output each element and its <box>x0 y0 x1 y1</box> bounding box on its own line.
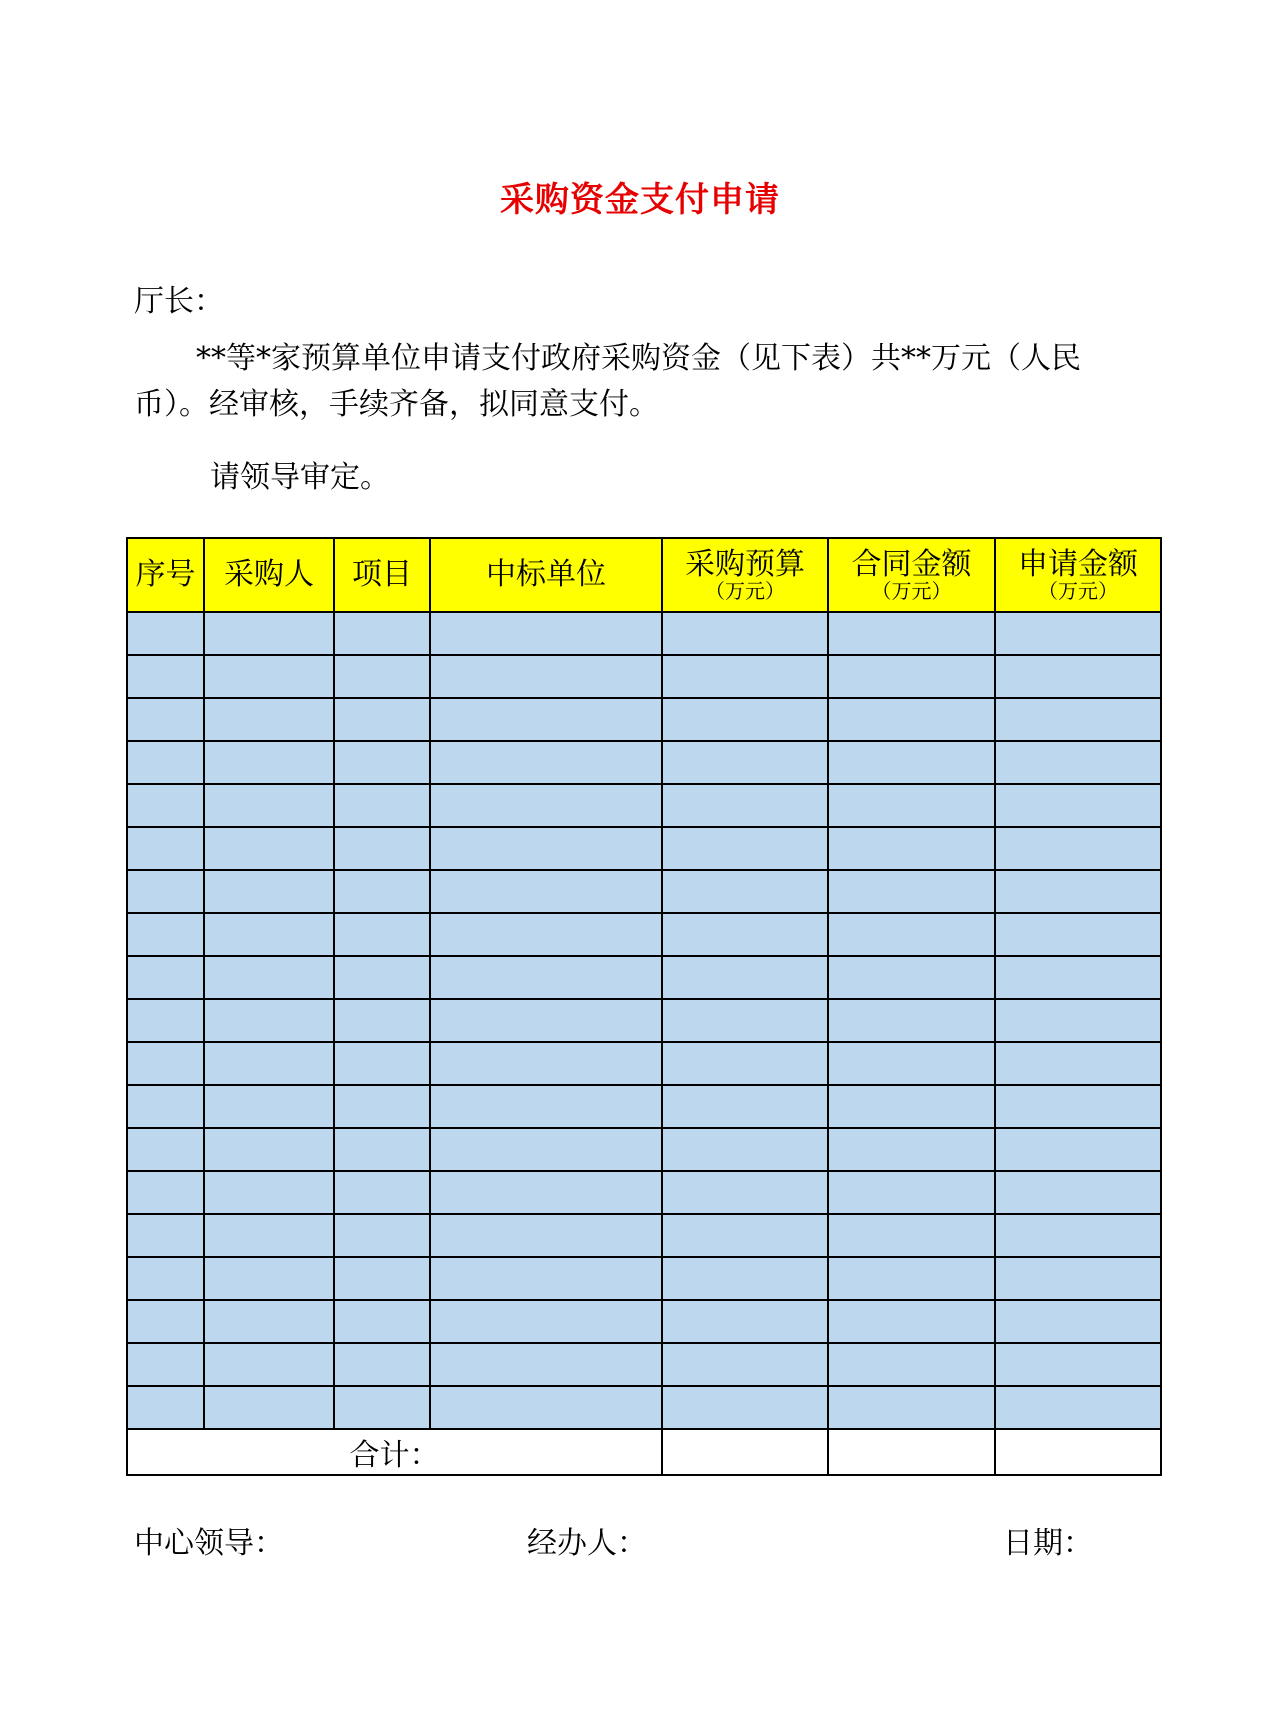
header-label: 采购人 <box>224 557 314 592</box>
budget-cell[interactable] <box>662 870 828 913</box>
handler-label: 经办人： <box>527 1526 647 1561</box>
contract-amount-cell[interactable] <box>828 655 995 698</box>
seq-cell[interactable] <box>127 956 204 999</box>
project-cell[interactable] <box>334 999 430 1042</box>
purchaser-cell[interactable] <box>204 698 334 741</box>
requested-amount-cell[interactable] <box>995 956 1161 999</box>
requested-amount-cell[interactable] <box>995 1085 1161 1128</box>
seq-cell[interactable] <box>127 655 204 698</box>
winning-unit-cell[interactable] <box>430 956 662 999</box>
purchaser-cell[interactable] <box>204 784 334 827</box>
purchaser-cell[interactable] <box>204 1300 334 1343</box>
requested-amount-cell[interactable] <box>995 999 1161 1042</box>
project-cell[interactable] <box>334 827 430 870</box>
date-label: 日期： <box>1003 1526 1093 1561</box>
winning-unit-cell[interactable] <box>430 870 662 913</box>
budget-cell[interactable] <box>662 956 828 999</box>
header-label: 序号 <box>135 557 196 592</box>
project-cell[interactable] <box>334 1042 430 1085</box>
winning-unit-cell[interactable] <box>430 1257 662 1300</box>
budget-cell[interactable] <box>662 999 828 1042</box>
winning-unit-cell[interactable] <box>430 1386 662 1429</box>
winning-unit-cell[interactable] <box>430 698 662 741</box>
requested-amount-cell[interactable] <box>995 612 1161 655</box>
budget-cell[interactable] <box>662 827 828 870</box>
seq-cell[interactable] <box>127 1085 204 1128</box>
project-cell[interactable] <box>334 956 430 999</box>
budget-cell[interactable] <box>662 698 828 741</box>
seq-cell[interactable] <box>127 1128 204 1171</box>
winning-unit-cell[interactable] <box>430 741 662 784</box>
budget-cell[interactable] <box>662 1257 828 1300</box>
body-paragraph: **等*家预算单位申请支付政府采购资金（见下表）共**万元（人民币）。经审核，手续齐备，拟同意支付。 <box>134 341 1081 422</box>
table-header-row <box>127 538 1161 612</box>
contract-amount-cell[interactable] <box>828 784 995 827</box>
header-unit: （万元） <box>871 579 952 603</box>
purchaser-cell[interactable] <box>204 1085 334 1128</box>
header-unit: （万元） <box>705 579 785 603</box>
budget-cell[interactable] <box>662 784 828 827</box>
header-label: 申请金额 <box>1018 547 1138 582</box>
winning-unit-cell[interactable] <box>430 1171 662 1214</box>
contract-amount-cell[interactable] <box>828 612 995 655</box>
purchaser-cell[interactable] <box>204 956 334 999</box>
contract-amount-cell[interactable] <box>828 1214 995 1257</box>
total-label: 合计： <box>349 1438 440 1473</box>
requested-amount-cell[interactable] <box>995 655 1161 698</box>
purchaser-cell[interactable] <box>204 999 334 1042</box>
table-row <box>127 1386 1161 1429</box>
requested-amount-cell[interactable] <box>995 1300 1161 1343</box>
project-cell[interactable] <box>334 612 430 655</box>
purchaser-cell[interactable] <box>204 1214 334 1257</box>
header-label: 项目 <box>352 557 412 592</box>
total-label-cell <box>127 1429 662 1475</box>
table-row <box>127 1171 1161 1214</box>
requested-amount-cell[interactable] <box>995 1214 1161 1257</box>
seq-cell[interactable] <box>127 1171 204 1214</box>
header-contract-amount <box>828 538 995 612</box>
budget-cell[interactable] <box>662 741 828 784</box>
table-row <box>127 827 1161 870</box>
purchaser-cell[interactable] <box>204 913 334 956</box>
seq-cell[interactable] <box>127 741 204 784</box>
seq-cell[interactable] <box>127 913 204 956</box>
contract-amount-cell[interactable] <box>828 1386 995 1429</box>
budget-cell[interactable] <box>662 1386 828 1429</box>
table-row <box>127 784 1161 827</box>
purchaser-cell[interactable] <box>204 612 334 655</box>
header-purchaser <box>204 538 334 612</box>
budget-cell[interactable] <box>662 913 828 956</box>
winning-unit-cell[interactable] <box>430 827 662 870</box>
requested-amount-cell[interactable] <box>995 1386 1161 1429</box>
budget-cell[interactable] <box>662 1171 828 1214</box>
seq-cell[interactable] <box>127 1386 204 1429</box>
seq-cell[interactable] <box>127 999 204 1042</box>
seq-cell[interactable] <box>127 827 204 870</box>
project-cell[interactable] <box>334 784 430 827</box>
table-row <box>127 913 1161 956</box>
budget-cell[interactable] <box>662 1300 828 1343</box>
contract-amount-cell[interactable] <box>828 1300 995 1343</box>
header-winning-unit <box>430 538 662 612</box>
seq-cell[interactable] <box>127 698 204 741</box>
requested-amount-cell[interactable] <box>995 698 1161 741</box>
header-label: 合同金额 <box>851 547 972 582</box>
contract-amount-cell[interactable] <box>828 1085 995 1128</box>
total-row <box>127 1429 1161 1475</box>
payment-table <box>126 537 1162 1476</box>
contract-amount-cell[interactable] <box>828 827 995 870</box>
project-cell[interactable] <box>334 1171 430 1214</box>
project-cell[interactable] <box>334 1343 430 1386</box>
header-seq <box>127 538 204 612</box>
budget-cell[interactable] <box>662 1128 828 1171</box>
purchaser-cell[interactable] <box>204 1128 334 1171</box>
greeting: 厅长： <box>134 284 224 319</box>
project-cell[interactable] <box>334 1386 430 1429</box>
seq-cell[interactable] <box>127 1042 204 1085</box>
page-title: 采购资金支付申请 <box>500 180 780 220</box>
purchaser-cell[interactable] <box>204 1042 334 1085</box>
header-label: 采购预算 <box>685 547 805 582</box>
seq-cell[interactable] <box>127 612 204 655</box>
winning-unit-cell[interactable] <box>430 913 662 956</box>
total-budget-cell[interactable] <box>662 1429 828 1475</box>
contract-amount-cell[interactable] <box>828 956 995 999</box>
winning-unit-cell[interactable] <box>430 1214 662 1257</box>
contract-amount-cell[interactable] <box>828 741 995 784</box>
table-row <box>127 1343 1161 1386</box>
requested-amount-cell[interactable] <box>995 741 1161 784</box>
project-cell[interactable] <box>334 741 430 784</box>
purchaser-cell[interactable] <box>204 655 334 698</box>
project-cell[interactable] <box>334 1214 430 1257</box>
table-row <box>127 956 1161 999</box>
seq-cell[interactable] <box>127 1214 204 1257</box>
winning-unit-cell[interactable] <box>430 1085 662 1128</box>
project-cell[interactable] <box>334 870 430 913</box>
project-cell[interactable] <box>334 1300 430 1343</box>
seq-cell[interactable] <box>127 784 204 827</box>
purchaser-cell[interactable] <box>204 1171 334 1214</box>
requested-amount-cell[interactable] <box>995 1171 1161 1214</box>
project-cell[interactable] <box>334 1128 430 1171</box>
requested-amount-cell[interactable] <box>995 784 1161 827</box>
project-cell[interactable] <box>334 655 430 698</box>
table-row <box>127 1085 1161 1128</box>
purchaser-cell[interactable] <box>204 1257 334 1300</box>
seq-cell[interactable] <box>127 1257 204 1300</box>
contract-amount-cell[interactable] <box>828 1257 995 1300</box>
header-project <box>334 538 430 612</box>
purchaser-cell[interactable] <box>204 1386 334 1429</box>
closing-line: 请领导审定。 <box>210 460 390 495</box>
winning-unit-cell[interactable] <box>430 1343 662 1386</box>
requested-amount-cell[interactable] <box>995 1042 1161 1085</box>
requested-amount-cell[interactable] <box>995 1128 1161 1171</box>
seq-cell[interactable] <box>127 870 204 913</box>
purchaser-cell[interactable] <box>204 870 334 913</box>
project-cell[interactable] <box>334 1257 430 1300</box>
winning-unit-cell[interactable] <box>430 1300 662 1343</box>
contract-amount-cell[interactable] <box>828 1042 995 1085</box>
requested-amount-cell[interactable] <box>995 1257 1161 1300</box>
requested-amount-cell[interactable] <box>995 1343 1161 1386</box>
project-cell[interactable] <box>334 913 430 956</box>
contract-amount-cell[interactable] <box>828 999 995 1042</box>
center-leader-label: 中心领导： <box>134 1526 284 1561</box>
budget-cell[interactable] <box>662 655 828 698</box>
budget-cell[interactable] <box>662 1343 828 1386</box>
header-requested-amount <box>995 538 1161 612</box>
project-cell[interactable] <box>334 1085 430 1128</box>
seq-cell[interactable] <box>127 1300 204 1343</box>
header-unit: （万元） <box>1038 579 1118 603</box>
contract-amount-cell[interactable] <box>828 870 995 913</box>
contract-amount-cell[interactable] <box>828 1343 995 1386</box>
table-row <box>127 612 1161 655</box>
winning-unit-cell[interactable] <box>430 999 662 1042</box>
table-row <box>127 999 1161 1042</box>
seq-cell[interactable] <box>127 1343 204 1386</box>
contract-amount-cell[interactable] <box>828 1128 995 1171</box>
signature-row <box>0 1518 1280 1561</box>
budget-cell[interactable] <box>662 1085 828 1128</box>
winning-unit-cell[interactable] <box>430 1042 662 1085</box>
table-row <box>127 870 1161 913</box>
budget-cell[interactable] <box>662 1042 828 1085</box>
purchaser-cell[interactable] <box>204 741 334 784</box>
total-contract-cell[interactable] <box>828 1429 995 1475</box>
winning-unit-cell[interactable] <box>430 655 662 698</box>
project-cell[interactable] <box>334 698 430 741</box>
table-row <box>127 1300 1161 1343</box>
purchaser-cell[interactable] <box>204 1343 334 1386</box>
table-row <box>127 1214 1161 1257</box>
table-row <box>127 1128 1161 1171</box>
budget-cell[interactable] <box>662 1214 828 1257</box>
purchaser-cell[interactable] <box>204 827 334 870</box>
table-row <box>127 1257 1161 1300</box>
table-row <box>127 655 1161 698</box>
header-label: 中标单位 <box>486 557 606 592</box>
table-row <box>127 741 1161 784</box>
table-body <box>127 612 1161 1429</box>
table-row <box>127 1042 1161 1085</box>
budget-cell[interactable] <box>662 612 828 655</box>
requested-amount-cell[interactable] <box>995 913 1161 956</box>
contract-amount-cell[interactable] <box>828 913 995 956</box>
contract-amount-cell[interactable] <box>828 1171 995 1214</box>
header-budget <box>662 538 828 612</box>
requested-amount-cell[interactable] <box>995 827 1161 870</box>
winning-unit-cell[interactable] <box>430 784 662 827</box>
requested-amount-cell[interactable] <box>995 870 1161 913</box>
total-requested-cell[interactable] <box>995 1429 1161 1475</box>
winning-unit-cell[interactable] <box>430 612 662 655</box>
contract-amount-cell[interactable] <box>828 698 995 741</box>
winning-unit-cell[interactable] <box>430 1128 662 1171</box>
table-row <box>127 698 1161 741</box>
